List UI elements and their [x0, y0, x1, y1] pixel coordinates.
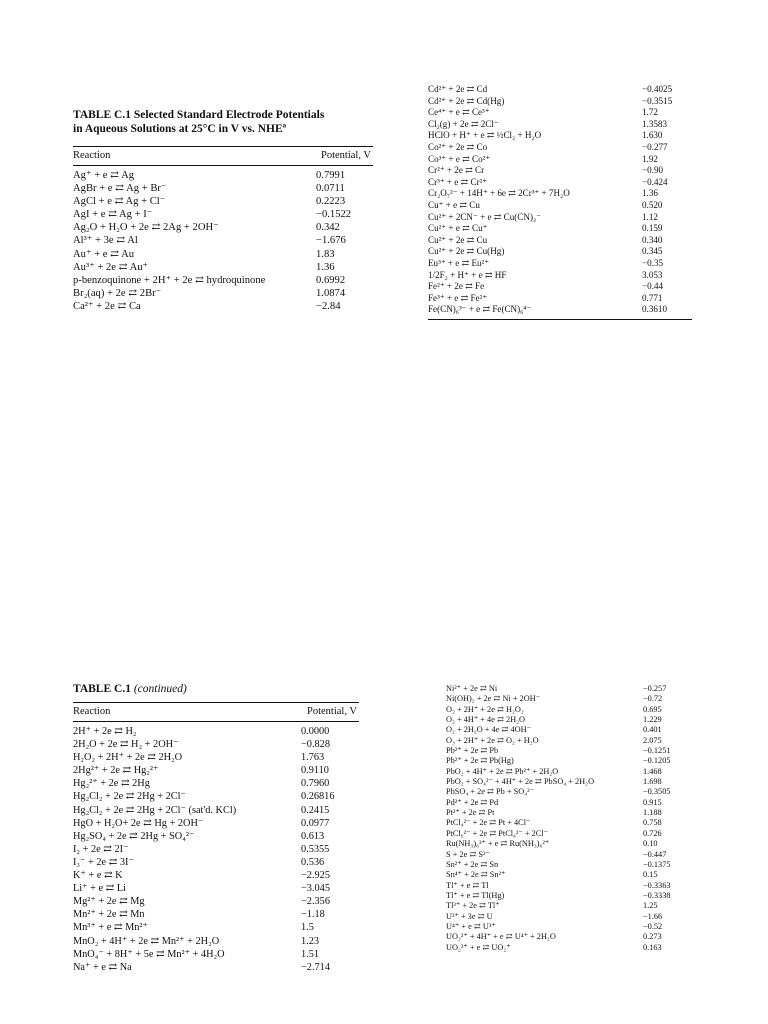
table-body — [73, 165, 373, 313]
reaction-cell: Ru(NH₃)₆³⁺ + e ⇄ Ru(NH₃)₆²⁺ — [446, 839, 550, 849]
reaction-cell: PtCl₄²⁻ + 2e ⇄ Pt + 4Cl⁻ — [446, 818, 531, 828]
potential-cell: 0.0711 — [316, 183, 345, 195]
potential-cell: 1.229 — [643, 715, 662, 725]
reaction-cell: UO₂²⁺ + e ⇄ UO₂⁺ — [446, 942, 511, 952]
reaction-cell: Cu²⁺ + 2CN⁻ + e ⇄ Cu(CN)₂⁻ — [428, 211, 541, 222]
potential-cell: 0.7960 — [301, 778, 330, 790]
reaction-cell: HgO + H₂O+ 2e ⇄ Hg + 2OH⁻ — [73, 817, 204, 829]
potential-cell: 0.26816 — [301, 791, 335, 803]
reaction-cell: I₂ + 2e ⇄ 2I⁻ — [73, 843, 129, 855]
table-row — [446, 891, 688, 901]
potential-cell: 0.5355 — [301, 843, 330, 855]
reaction-cell: Fe²⁺ + 2e ⇄ Fe — [428, 281, 485, 292]
table-row — [428, 246, 692, 258]
reaction-cell: 1/2F₂ + H⁺ + e ⇄ HF — [428, 269, 507, 280]
potential-cell: 1.72 — [642, 107, 658, 118]
potential-cell: 1.36 — [642, 188, 658, 199]
reaction-cell: Cd²⁺ + 2e ⇄ Cd(Hg) — [428, 95, 505, 106]
table-row — [73, 777, 359, 790]
reaction-cell: Mg²⁺ + 2e ⇄ Mg — [73, 896, 145, 908]
reaction-cell: H₂O₂ + 2H⁺ + 2e ⇄ 2H₂O — [73, 752, 183, 764]
potential-cell: 1.5 — [301, 922, 314, 934]
potential-cell: −0.1522 — [316, 209, 352, 221]
table-row — [73, 287, 373, 300]
potential-cell: 2.075 — [643, 735, 662, 745]
reaction-cell: Cr₂O₇²⁻ + 14H⁺ + 6e ⇄ 2Cr³⁺ + 7H₂O — [428, 188, 570, 199]
reaction-cell: O₂ + 2H⁺ + 2e ⇄ H₂O₂ — [446, 704, 524, 714]
potential-cell: 0.345 — [642, 246, 663, 257]
reaction-cell: 2H₂O + 2e ⇄ H₂ + 2OH⁻ — [73, 739, 179, 751]
table-row — [428, 212, 692, 224]
table-title-line2: in Aqueous Solutions at 25°C in V vs. NHEª — [73, 123, 287, 135]
potential-cell: 0.159 — [642, 223, 663, 234]
table-row — [428, 293, 692, 305]
reaction-cell: MnO₂ + 4H⁺ + 2e ⇄ Mn²⁺ + 2H₂O — [73, 935, 220, 947]
table-row — [73, 738, 359, 751]
potential-cell: 1.92 — [642, 153, 658, 164]
table-row — [446, 725, 688, 735]
reaction-cell: PtCl₆²⁻ + 2e ⇄ PtCl₄²⁻ + 2Cl⁻ — [446, 828, 548, 838]
reaction-cell: HClO + H⁺ + e ⇄ ½Cl₂ + H₂O — [428, 130, 542, 141]
table-row — [446, 943, 688, 953]
reaction-cell: Pd²⁺ + 2e ⇄ Pd — [446, 797, 499, 807]
table-row — [428, 304, 692, 316]
table-row — [446, 756, 688, 766]
table-row — [73, 869, 359, 882]
reaction-cell: AgBr + e ⇄ Ag + Br⁻ — [73, 183, 167, 195]
table-row — [73, 856, 359, 869]
reaction-cell: O₂ + 2H₂O + 4e ⇄ 4OH⁻ — [446, 725, 532, 735]
potential-cell: 1.763 — [301, 752, 325, 764]
reaction-cell: Tl³⁺ + 2e ⇄ Tl⁺ — [446, 901, 500, 911]
table-row — [73, 764, 359, 777]
table-row — [428, 119, 692, 131]
table-row — [446, 746, 688, 756]
column-header-reaction: Reaction — [73, 150, 111, 161]
potential-cell: 0.3610 — [642, 304, 668, 315]
table-row — [73, 751, 359, 764]
reaction-cell: Hg₂Cl₂ + 2e ⇄ 2Hg + 2Cl⁻ (sat'd. KCl) — [73, 804, 237, 816]
potential-cell: −0.1375 — [643, 859, 671, 869]
table-row — [73, 248, 373, 261]
table-row — [446, 736, 688, 746]
potential-cell: 3.053 — [642, 269, 663, 280]
potential-cell: −2.714 — [301, 961, 330, 973]
potential-cell: 1.630 — [642, 130, 663, 141]
potential-cell: −1.676 — [316, 235, 346, 247]
potential-cell: −0.72 — [643, 694, 663, 704]
potential-cell: 0.695 — [643, 704, 662, 714]
potential-cell: −0.1251 — [643, 746, 671, 756]
potential-cell: −0.1205 — [643, 756, 671, 766]
potential-cell: 0.340 — [642, 234, 663, 245]
reaction-cell: U⁴⁺ + e ⇄ U³⁺ — [446, 921, 496, 931]
potential-cell: 0.6992 — [316, 274, 346, 286]
reaction-cell: Co²⁺ + 2e ⇄ Co — [428, 141, 488, 152]
reaction-cell: Sn⁴⁺ + 2e ⇄ Sn²⁺ — [446, 870, 506, 880]
reaction-cell: Fe³⁺ + e ⇄ Fe²⁺ — [428, 292, 488, 303]
reaction-cell: U³⁺ + 3e ⇄ U — [446, 911, 493, 921]
potential-cell: −0.3515 — [642, 95, 673, 106]
potential-cell: 0.771 — [642, 292, 663, 303]
potential-cell: −0.828 — [301, 739, 330, 751]
column-header-reaction: Reaction — [73, 706, 111, 717]
reaction-cell: PbO₂ + SO₄²⁻ + 4H⁺ + 2e ⇄ PbSO₄ + 2H₂O — [446, 777, 595, 787]
table-row — [446, 932, 688, 942]
potential-cell: −0.4025 — [642, 84, 673, 94]
potential-cell: 0.0977 — [301, 817, 330, 829]
table-row — [73, 908, 359, 921]
table-row — [428, 223, 692, 235]
table-row — [446, 684, 688, 694]
potential-cell: −0.35 — [642, 257, 664, 268]
reaction-cell: Fe(CN)₆³⁻ + e ⇄ Fe(CN)₆⁴⁻ — [428, 304, 532, 315]
potential-cell: 1.188 — [643, 808, 662, 818]
table-row — [446, 787, 688, 797]
table-row — [73, 195, 373, 208]
reaction-cell: Tl⁺ + e ⇄ Tl — [446, 880, 489, 890]
table-row — [73, 261, 373, 274]
reaction-cell: O₂ + 4H⁺ + 4e ⇄ 2H₂O — [446, 715, 526, 725]
potential-cell: 1.3583 — [642, 118, 668, 129]
reaction-cell: 2H⁺ + 2e ⇄ H₂ — [73, 726, 137, 737]
reaction-cell: Pb²⁺ + 2e ⇄ Pb(Hg) — [446, 756, 514, 766]
table-row — [428, 258, 692, 270]
potential-cell: −3.045 — [301, 883, 330, 895]
potential-cell: −0.277 — [642, 141, 668, 152]
reaction-cell: Au⁺ + e ⇄ Au — [73, 248, 135, 260]
potential-cell: 0.401 — [643, 725, 662, 735]
potential-cell: 0.273 — [643, 932, 662, 942]
table-row — [428, 107, 692, 119]
table-row — [428, 130, 692, 142]
reaction-cell: 2Hg²⁺ + 2e ⇄ Hg₂²⁺ — [73, 765, 159, 777]
table-row — [428, 84, 692, 96]
potential-cell: 1.25 — [643, 901, 658, 911]
reaction-cell: Al³⁺ + 3e ⇄ Al — [73, 235, 138, 247]
reaction-cell: Au³⁺ + 2e ⇄ Au⁺ — [73, 261, 149, 273]
potential-cell: −2.84 — [316, 300, 341, 312]
potential-cell: −0.447 — [643, 849, 667, 859]
table-header — [73, 147, 373, 165]
reaction-cell: Cl₂(g) + 2e ⇄ 2Cl⁻ — [428, 118, 499, 129]
table-row — [446, 694, 688, 704]
table-row — [73, 208, 373, 221]
table-title-text: Selected Standard Electrode Potentials — [133, 109, 325, 121]
potential-cell: −0.3338 — [643, 890, 671, 900]
potential-cell: 0.342 — [316, 222, 340, 234]
table-c1-continued — [73, 682, 359, 974]
potential-cell: 0.536 — [301, 856, 325, 868]
potential-cell: 0.0000 — [301, 726, 330, 737]
table-row — [428, 188, 692, 200]
table-c1-part2 — [428, 84, 692, 320]
reaction-cell: S + 2e ⇄ S²⁻ — [446, 849, 490, 859]
reaction-cell: Co³⁺ + e ⇄ Co²⁺ — [428, 153, 491, 164]
reaction-cell: Cd²⁺ + 2e ⇄ Cd — [428, 84, 488, 94]
reaction-cell: I₃⁻ + 2e ⇄ 3I⁻ — [73, 856, 134, 868]
reaction-cell: Cu⁺ + e ⇄ Cu — [428, 199, 480, 210]
table-row — [446, 922, 688, 932]
table-body — [446, 684, 688, 953]
potential-cell: −0.90 — [642, 165, 664, 176]
potential-cell: 0.2223 — [316, 196, 346, 208]
table-row — [428, 281, 692, 293]
potential-cell: 1.0874 — [316, 287, 346, 299]
potential-cell: 0.726 — [643, 828, 662, 838]
table-row — [73, 817, 359, 830]
reaction-cell: Hg₂Cl₂ + 2e ⇄ 2Hg + 2Cl⁻ — [73, 791, 186, 803]
table-row — [446, 881, 688, 891]
table-row — [73, 234, 373, 247]
reaction-cell: Cu²⁺ + 2e ⇄ Cu(Hg) — [428, 246, 505, 257]
table-row — [73, 921, 359, 934]
table-number: TABLE C.1 — [73, 683, 131, 695]
table-row — [446, 901, 688, 911]
reaction-cell: Pt²⁺ + 2e ⇄ Pt — [446, 808, 495, 818]
potential-cell: −0.52 — [643, 921, 663, 931]
table-row — [446, 818, 688, 828]
reaction-cell: Tl⁺ + e ⇄ Tl(Hg) — [446, 890, 505, 900]
reaction-cell: Cr²⁺ + 2e ⇄ Cr — [428, 165, 485, 176]
table-row — [428, 200, 692, 212]
potential-cell: −1.18 — [301, 909, 325, 921]
potential-cell: −0.257 — [643, 684, 667, 693]
potential-cell: −2.925 — [301, 870, 330, 882]
reaction-cell: Eu³⁺ + e ⇄ Eu²⁺ — [428, 257, 490, 268]
table-row — [73, 221, 373, 234]
table-row — [446, 860, 688, 870]
reaction-cell: Hg₂²⁺ + 2e ⇄ 2Hg — [73, 778, 150, 790]
reaction-cell: Ni²⁺ + 2e ⇄ Ni — [446, 684, 498, 693]
potential-cell: 0.9110 — [301, 765, 329, 777]
table-row — [446, 715, 688, 725]
potential-cell: 0.520 — [642, 199, 663, 210]
table-row — [446, 808, 688, 818]
table-row — [73, 169, 373, 182]
reaction-cell: K⁺ + e ⇄ K — [73, 870, 123, 882]
reaction-cell: p-benzoquinone + 2H⁺ + 2e ⇄ hydroquinone — [73, 274, 266, 286]
table-c1-continued-part2 — [446, 684, 688, 953]
potential-cell: 1.23 — [301, 935, 320, 947]
reaction-cell: Cu²⁺ + 2e ⇄ Cu — [428, 234, 488, 245]
table-row — [73, 961, 359, 974]
reaction-cell: PbO₂ + 4H⁺ + 2e ⇄ Pb²⁺ + 2H₂O — [446, 766, 559, 776]
reaction-cell: Ca²⁺ + 2e ⇄ Ca — [73, 300, 141, 312]
table-title — [73, 682, 359, 696]
reaction-cell: Pb²⁺ + 2e ⇄ Pb — [446, 746, 499, 756]
table-row — [428, 270, 692, 282]
potential-cell: 0.758 — [643, 818, 662, 828]
reaction-cell: Mn²⁺ + 2e ⇄ Mn — [73, 909, 145, 921]
column-header-potential: Potential, V — [321, 150, 371, 161]
reaction-cell: Cu²⁺ + e ⇄ Cu⁺ — [428, 223, 488, 234]
potential-cell: −0.44 — [642, 281, 664, 292]
table-row — [73, 895, 359, 908]
table-row — [73, 935, 359, 948]
table-row — [428, 235, 692, 247]
potential-cell: 0.613 — [301, 830, 325, 842]
reaction-cell: Na⁺ + e ⇄ Na — [73, 961, 132, 973]
potential-cell: 0.163 — [643, 942, 662, 952]
reaction-cell: Br₂(aq) + 2e ⇄ 2Br⁻ — [73, 287, 162, 299]
reaction-cell: AgI + e ⇄ Ag + I⁻ — [73, 209, 153, 221]
reaction-cell: Sn²⁺ + 2e ⇄ Sn — [446, 859, 499, 869]
reaction-cell: Hg₂SO₄ + 2e ⇄ 2Hg + SO₄²⁻ — [73, 830, 195, 842]
reaction-cell: AgCl + e ⇄ Ag + Cl⁻ — [73, 196, 166, 208]
reaction-cell: O₃ + 2H⁺ + 2e ⇄ O₂ + H₂O — [446, 735, 539, 745]
potential-cell: −1.66 — [643, 911, 663, 921]
table-row — [428, 142, 692, 154]
table-row — [446, 777, 688, 787]
table-row — [446, 705, 688, 715]
potential-cell: 0.15 — [643, 870, 658, 880]
table-row — [446, 798, 688, 808]
reaction-cell: UO₂²⁺ + 4H⁺ + e ⇄ U⁴⁺ + 2H₂O — [446, 932, 556, 942]
table-body — [428, 84, 692, 316]
potential-cell: −0.424 — [642, 176, 668, 187]
table-header — [73, 703, 359, 721]
potential-cell: 0.2415 — [301, 804, 330, 816]
potential-cell: 0.7991 — [316, 170, 346, 181]
table-row — [73, 882, 359, 895]
potential-cell: 1.51 — [301, 948, 320, 960]
table-row — [73, 948, 359, 961]
table-row — [446, 767, 688, 777]
table-row — [428, 177, 692, 189]
reaction-cell: PbSO₄ + 2e ⇄ Pb + SO₄²⁻ — [446, 787, 534, 797]
reaction-cell: Mn³⁺ + e ⇄ Mn²⁺ — [73, 922, 148, 934]
potential-cell: 1.36 — [316, 261, 335, 273]
table-c1-part1 — [73, 108, 373, 313]
table-number: TABLE C.1 — [73, 109, 131, 121]
table-row — [446, 912, 688, 922]
reaction-cell: Ce⁴⁺ + e ⇄ Ce³⁺ — [428, 107, 490, 118]
table-row — [428, 154, 692, 166]
reaction-cell: Cr³⁺ + e ⇄ Cr²⁺ — [428, 176, 488, 187]
table-row — [428, 165, 692, 177]
table-title — [73, 108, 373, 136]
reaction-cell: Ag⁺ + e ⇄ Ag — [73, 170, 135, 181]
table-row — [446, 850, 688, 860]
table-body — [73, 721, 359, 974]
potential-cell: −0.3363 — [643, 880, 671, 890]
potential-cell: −2.356 — [301, 896, 330, 908]
table-row — [73, 725, 359, 738]
potential-cell: 1.468 — [643, 766, 662, 776]
table-row — [73, 182, 373, 195]
potential-cell: 0.10 — [643, 839, 658, 849]
reaction-cell: MnO₄⁻ + 8H⁺ + 5e ⇄ Mn²⁺ + 4H₂O — [73, 948, 225, 960]
potential-cell: −0.3505 — [643, 787, 671, 797]
table-row — [446, 839, 688, 849]
table-row — [73, 843, 359, 856]
table-row — [446, 870, 688, 880]
table-row — [73, 300, 373, 313]
table-row — [73, 790, 359, 803]
reaction-cell: Ag₂O + H₂O + 2e ⇄ 2Ag + 2OH⁻ — [73, 222, 219, 234]
table-row — [446, 829, 688, 839]
table-continued-label: (continued) — [133, 683, 187, 695]
potential-cell: 1.12 — [642, 211, 658, 222]
potential-cell: 1.698 — [643, 777, 662, 787]
table-row — [73, 274, 373, 287]
table-row — [73, 830, 359, 843]
table-row — [73, 804, 359, 817]
table-bottom-rule — [428, 319, 692, 320]
potential-cell: 1.83 — [316, 248, 335, 260]
reaction-cell: Li⁺ + e ⇄ Li — [73, 883, 127, 895]
table-row — [428, 96, 692, 108]
reaction-cell: Ni(OH)₂ + 2e ⇄ Ni + 2OH⁻ — [446, 694, 541, 704]
column-header-potential: Potential, V — [307, 706, 357, 717]
potential-cell: 0.915 — [643, 797, 662, 807]
